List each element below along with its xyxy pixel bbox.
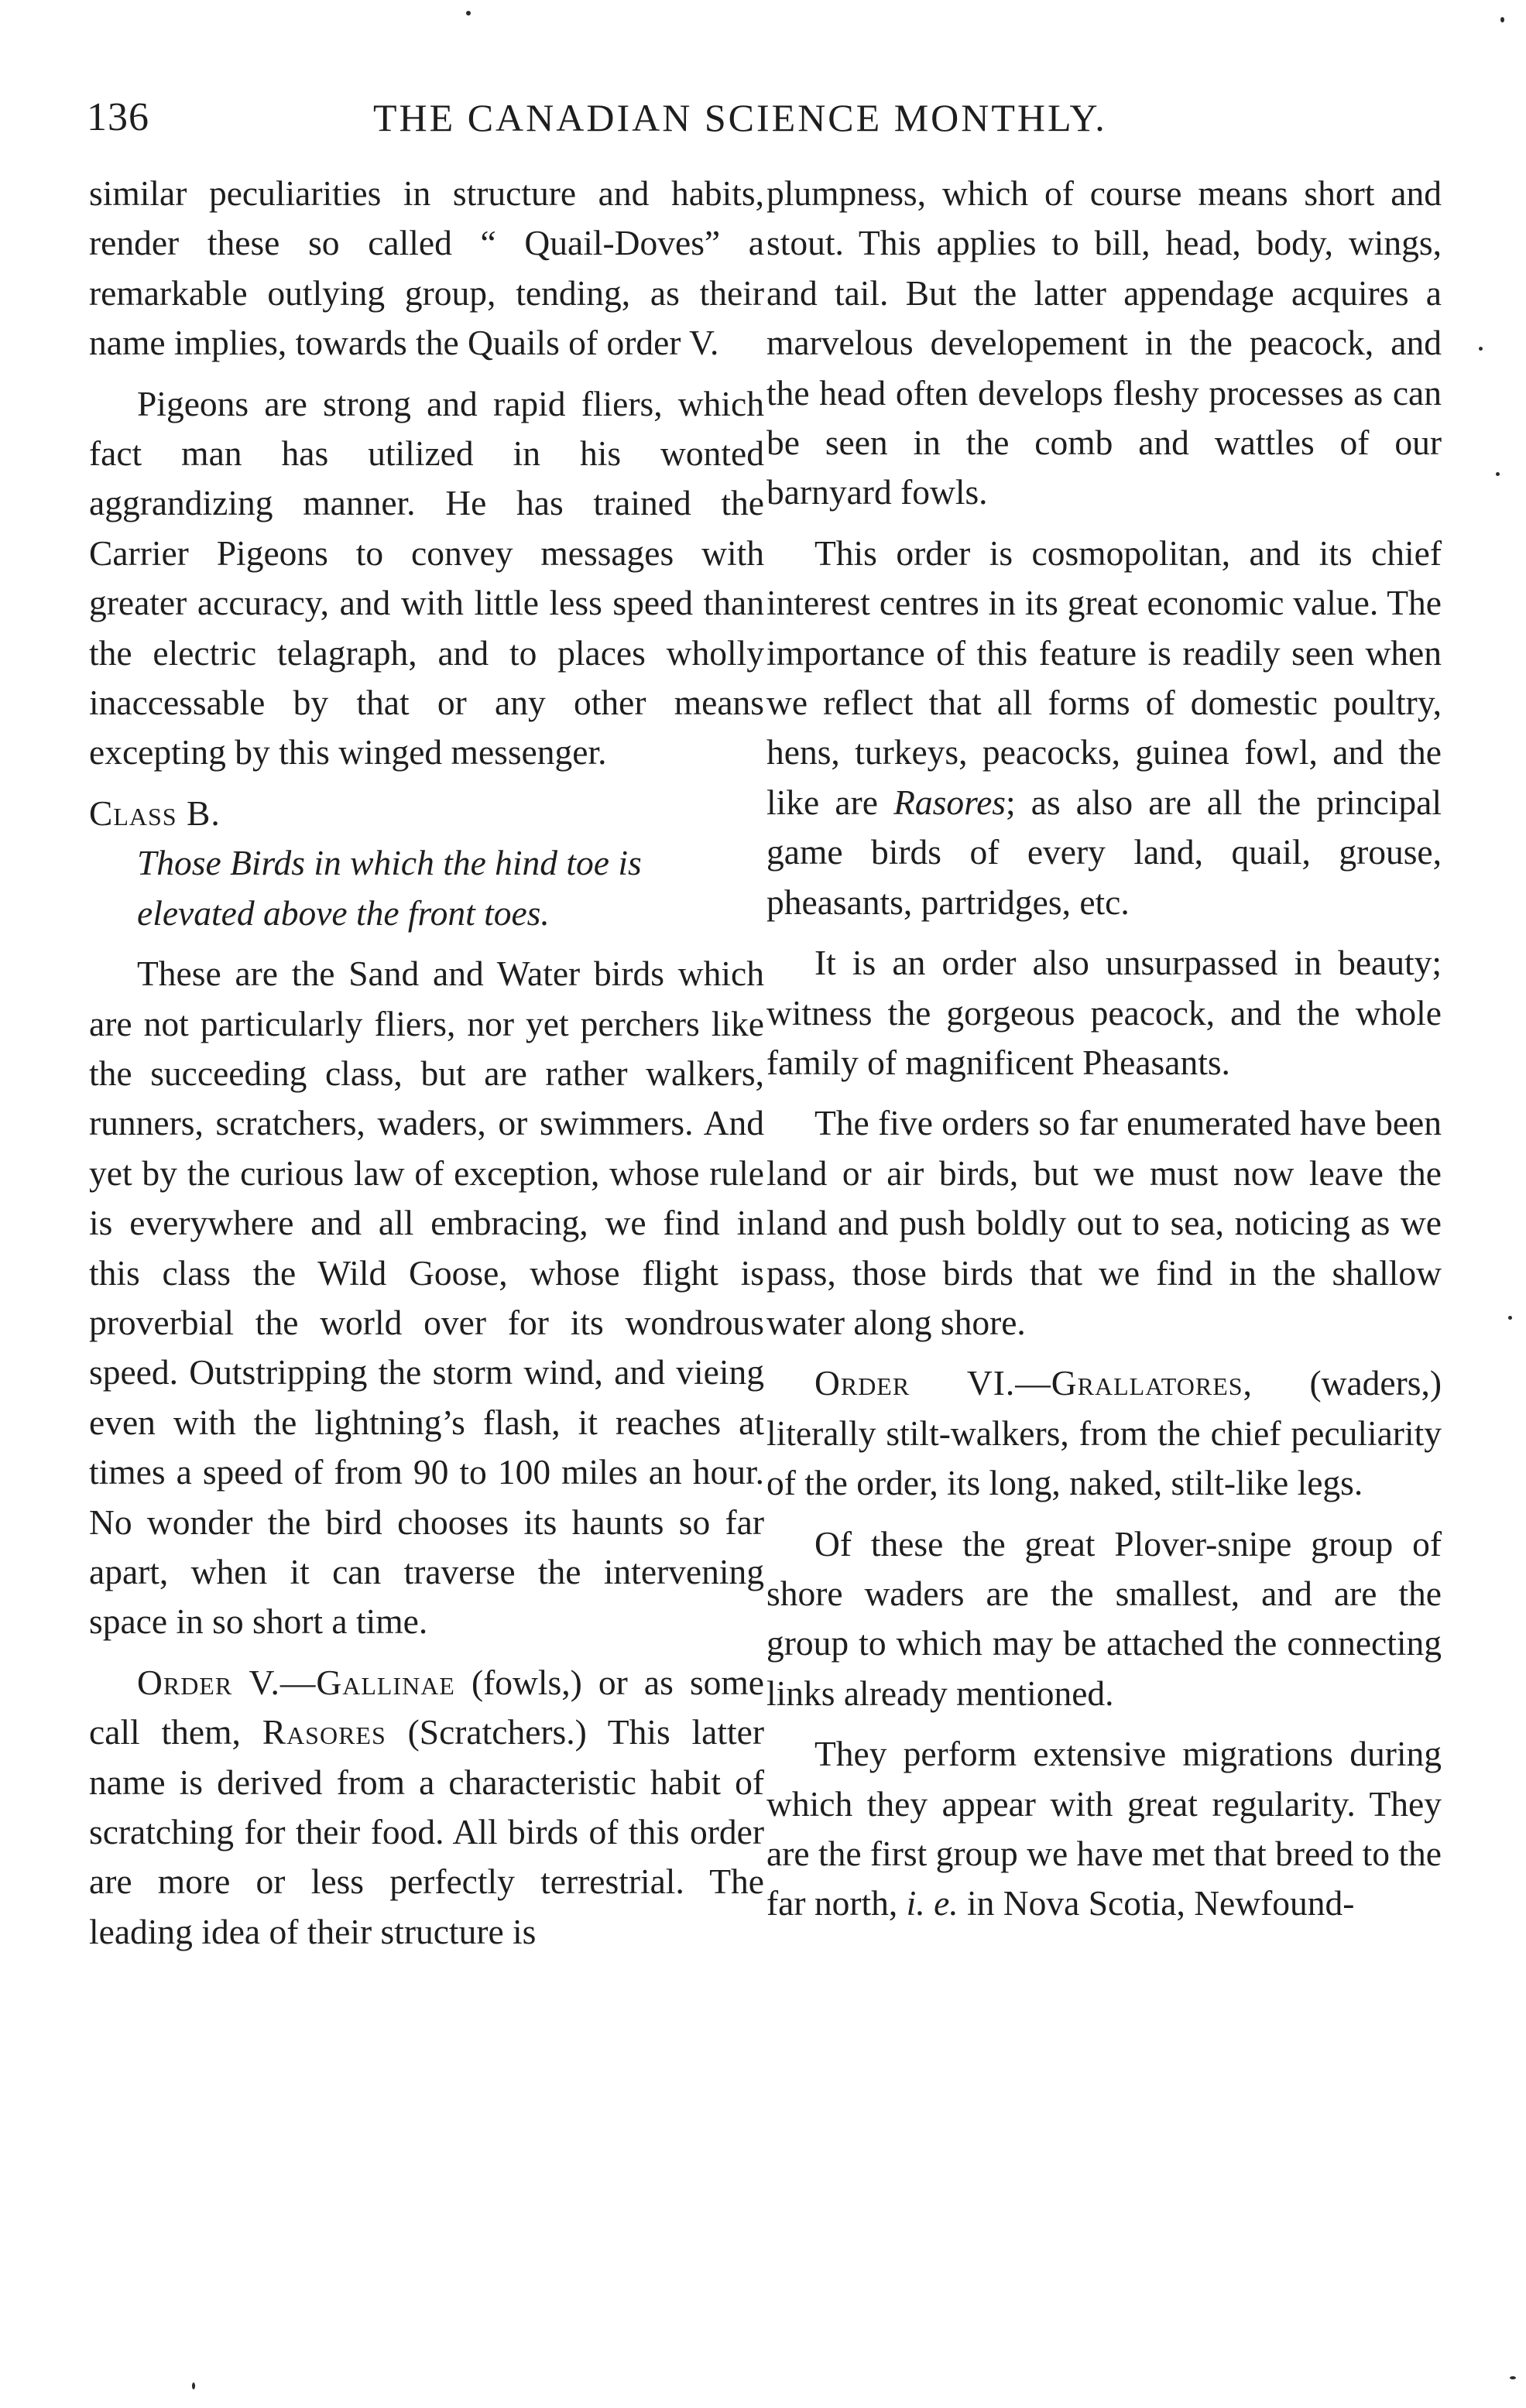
paragraph-order-v — [89, 1658, 764, 1957]
right-column — [766, 169, 1442, 1929]
print-speck — [1508, 1316, 1512, 1320]
paragraph-pigeons: Pigeons are strong and rapid fliers, which fact man has utilized in his wonted aggrandizing manner. He has trained the Carrier Pigeons to convey messages with greater accuracy, and with little less speed than the electric telagraph, and to places wholly inaccessable by that or any other means excepting by this winged messenger. — [89, 383, 764, 772]
order-vi-label: Order VI.—Grallatores, — [814, 1363, 1253, 1403]
order-v-text-b: (Scratchers.) This latter name is derived from a characteristic habit of scratching for their food. All birds of this order are more or less perfectly terrestrial. The leading idea of their structure is — [89, 1712, 765, 1951]
page-number: 136 — [87, 95, 149, 139]
order-v-text-a: (fowls,) or as some call them, — [89, 1662, 764, 1752]
rasores-italic: Rasores — [893, 782, 1006, 822]
print-speck — [1496, 472, 1500, 476]
class-b-description: Those Birds in which the hind toe is elevated above the front toes. — [137, 843, 642, 933]
order-vi-text: (waders,) literally stilt-walkers, from the chief peculiarity of the order, its long, naked, stilt-like legs. — [766, 1363, 1442, 1503]
print-speck — [466, 11, 471, 15]
paragraph-migrations — [766, 1729, 1442, 1929]
class-b-label: Class B. — [89, 793, 221, 833]
order-v-label: Order V.—Gallinae — [137, 1662, 455, 1702]
order-v-rasores: Rasores — [262, 1712, 386, 1752]
paragraph-five-orders: The five orders so far enumerated have been land or air birds, but we must now leave the land and push boldly out to sea, noticing as we pass, those birds that we find in the shallow water along shore. — [766, 1103, 1442, 1342]
print-speck — [1479, 347, 1483, 351]
ie-italic: i. e. — [906, 1883, 958, 1923]
cosmopolitan-text-a: This order is cosmopolitan, and its chief interest centres in its great economic value. The importance of this feature is readily seen when we reflect that all forms of domestic poultry, hens, turkeys, peacocks, guinea fowl, and the like are — [766, 533, 1442, 822]
print-speck — [1500, 17, 1504, 22]
paragraph-quail-doves: similar peculiarities in structure and habits, render these so called “ Quail-Doves” a remarkable outlying group, tending, as their name implies, towards the Quails of order V. — [89, 173, 764, 363]
paragraph-beauty: It is an order also unsurpassed in beauty; witness the gorgeous peacock, and the whole family of magnificent Pheasants. — [766, 943, 1442, 1082]
print-speck — [1510, 2376, 1516, 2379]
page-header — [87, 87, 1217, 149]
paragraph-plover-snipe: Of these the great Plover-snipe group of shore waders are the smallest, and are the group to which may be attached the connecting links already mentioned. — [766, 1523, 1442, 1713]
class-b-heading — [89, 789, 764, 938]
migrations-text-b: in Nova Scotia, Newfound- — [967, 1883, 1355, 1923]
running-title: THE CANADIAN SCIENCE MONTHLY. — [373, 96, 1107, 139]
left-column — [89, 169, 764, 1957]
print-speck — [192, 2382, 195, 2389]
cosmopolitan-text-b: ; as also are all the principal game birds of every land, quail, grouse, pheasants, partridges, etc. — [766, 782, 1442, 922]
paragraph-order-vi — [766, 1358, 1442, 1508]
paragraph-sand-water-birds: These are the Sand and Water birds which are not particularly fliers, nor yet perchers like the succeeding class, but are rather walkers, runners, scratchers, waders, or swimmers. And yet by the curious law of exception, whose rule is everywhere and all embracing, we find in this class the Wild Goose, whose flight is proverbial the world over for its wondrous speed. Outstripping the storm wind, and vieing even with the lightning’s flash, it reaches at times a speed of from 90 to 100 miles an hour. No wonder the bird chooses its haunts so far apart, when it can traverse the intervening space in so short a time. — [89, 954, 764, 1642]
paragraph-cosmopolitan — [766, 529, 1442, 927]
paragraph-plumpness: plumpness, which of course means short and stout. This applies to bill, head, body, wings, and tail. But the latter appendage acquires a marvelous developement in the peacock, and the head often develops fleshy processes as can be seen in the comb and wattles of our barnyard fowls. — [766, 173, 1442, 512]
migrations-text-a: They perform extensive migrations during which they appear with great regularity. They are the first group we have met that breed to the far north, — [766, 1734, 1442, 1923]
